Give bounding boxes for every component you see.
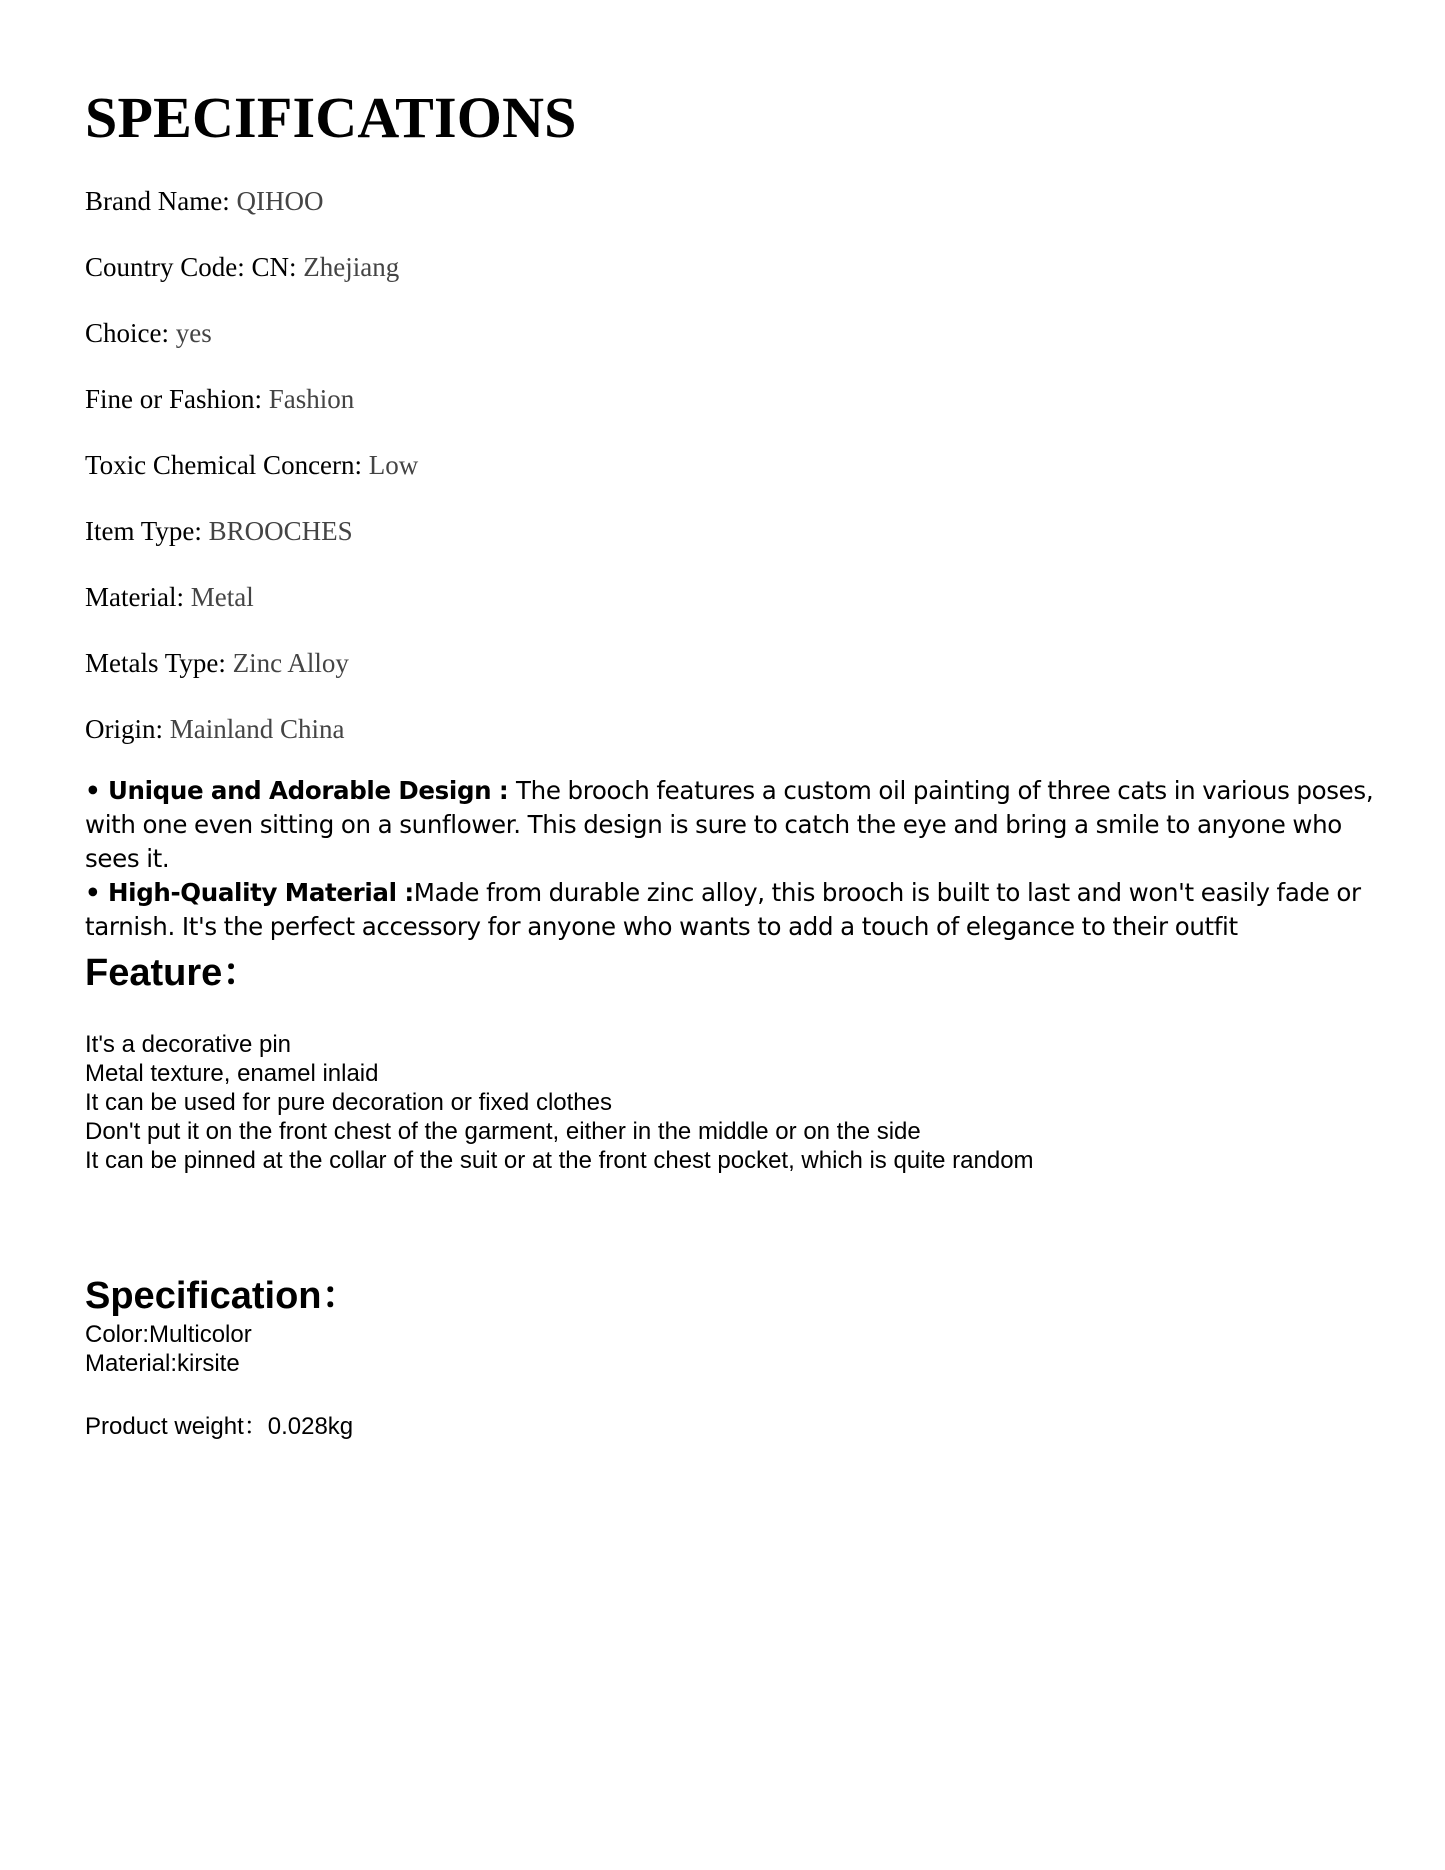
product-weight: Product weight：0.028kg bbox=[85, 1413, 354, 1440]
spec-label: Choice: bbox=[85, 318, 176, 348]
spec-value: Mainland China bbox=[169, 714, 345, 744]
spec-value: Zhejiang bbox=[303, 252, 400, 282]
spec-row-brand-name bbox=[85, 184, 323, 218]
highlight-text: Made from durable zinc alloy, this brooch is built to last and won't easily fade or tarnish. It's the perfect accessory for anyone who wants to add a touch of elegance to their outfit bbox=[85, 878, 1361, 941]
highlight-lead: • High-Quality Material : bbox=[85, 878, 414, 907]
spec-label: Toxic Chemical Concern: bbox=[85, 450, 369, 480]
specification-heading: Specification： bbox=[85, 1275, 360, 1317]
spec-value: QIHOO bbox=[236, 186, 324, 216]
spec-row-fine-or-fashion bbox=[85, 382, 354, 416]
spec-row-metals-type bbox=[85, 646, 349, 680]
page-title: SPECIFICATIONS bbox=[85, 85, 577, 150]
highlight-lead: • Unique and Adorable Design : bbox=[85, 776, 517, 805]
spec-value: Fashion bbox=[268, 384, 355, 414]
feature-line: Metal texture, enamel inlaid bbox=[85, 1060, 379, 1087]
highlight-item bbox=[85, 876, 1385, 944]
specification-list bbox=[85, 1320, 252, 1378]
spec-label: Material: bbox=[85, 582, 191, 612]
spec-row-choice bbox=[85, 316, 212, 350]
spec-label: Country Code: CN: bbox=[85, 252, 304, 282]
highlight-item bbox=[85, 774, 1385, 876]
specification-line: Color:Multicolor bbox=[85, 1321, 252, 1348]
spec-label: Item Type: bbox=[85, 516, 209, 546]
spec-value: Metal bbox=[190, 582, 254, 612]
feature-line: Don't put it on the front chest of the garment, either in the middle or on the side bbox=[85, 1118, 921, 1145]
feature-line: It can be used for pure decoration or fixed clothes bbox=[85, 1089, 612, 1116]
spec-value: BROOCHES bbox=[208, 516, 353, 546]
highlight-text: The brooch features a custom oil painting of three cats in various poses, with one even sitting on a sunflower. This design is sure to catch the eye and bring a smile to anyone who sees it. bbox=[85, 776, 1374, 873]
spec-value: yes bbox=[175, 318, 212, 348]
spec-row-origin bbox=[85, 712, 344, 746]
spec-value: Low bbox=[368, 450, 419, 480]
spec-row-item-type bbox=[85, 514, 353, 548]
product-highlights bbox=[85, 774, 1385, 944]
spec-label: Metals Type: bbox=[85, 648, 233, 678]
spec-label: Origin: bbox=[85, 714, 170, 744]
spec-label: Fine or Fashion: bbox=[85, 384, 269, 414]
spec-row-toxic-chemical-concern bbox=[85, 448, 418, 482]
feature-heading: Feature： bbox=[85, 952, 261, 994]
feature-line: It's a decorative pin bbox=[85, 1031, 292, 1058]
feature-list bbox=[85, 1030, 1034, 1175]
spec-row-country-code bbox=[85, 250, 399, 284]
spec-row-material bbox=[85, 580, 254, 614]
spec-value: Zinc Alloy bbox=[232, 648, 349, 678]
specification-line: Material:kirsite bbox=[85, 1350, 240, 1377]
spec-label: Brand Name: bbox=[85, 186, 237, 216]
feature-line: It can be pinned at the collar of the suit or at the front chest pocket, which is quite random bbox=[85, 1147, 1034, 1174]
